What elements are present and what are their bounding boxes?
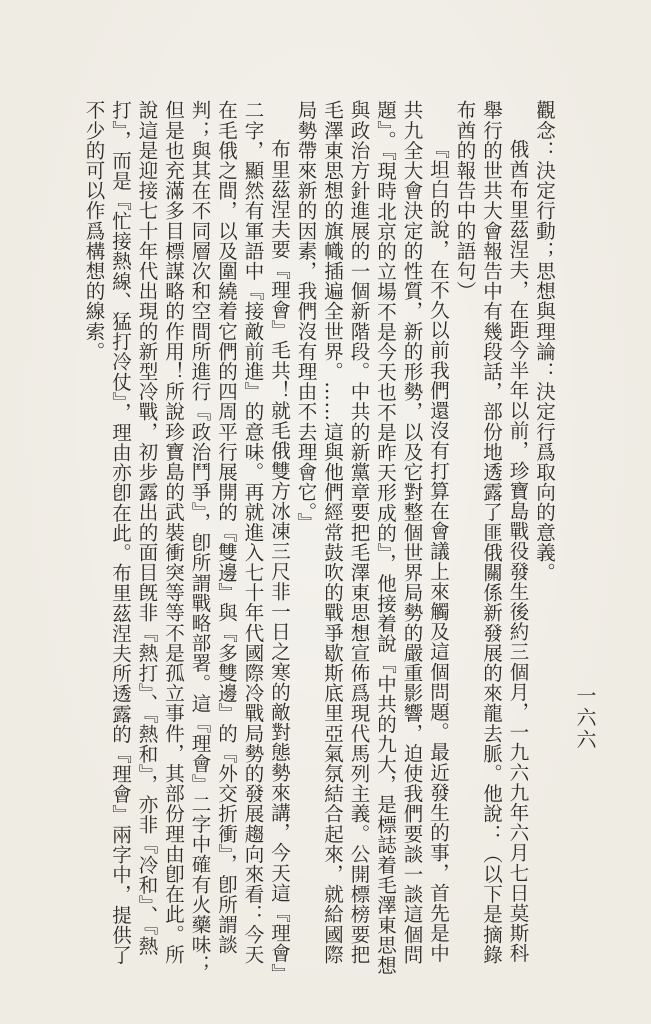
paragraph-3: 『坦白的說，在不久以前我們還沒有打算在會議上來觸及這個問題。最近發生的事，首先是中共九全大會決定的性質，新的形勢，以及它對整個世界局勢的嚴重影響，迫使我們要談一談這個問題』。『現時北京的立場不是今天也不是昨天形成的』，他接着說『中共的九大，是標誌着毛澤東思想與政治方針進展的一個新階段。中共的新黨章要把毛澤東思想宣佈爲現代馬列主義。公開標榜要把毛澤東思想的旗幟插遍全世界。……這與他們經常鼓吹的戰爭歇斯底里亞氣氛結合起來，就給國際局勢帶來新的因素，我們沒有理由不去理會它。』 [294,100,450,976]
paragraph-4: 布里茲涅夫要『理會』毛共！就毛俄雙方冰凍三尺非一日之寒的敵對態勢來講，今天這『理會』二字，顯然有軍語中『接敵前進』的意味。再就進入七十年代國際冷戰局勢的發展趨向來看：今天在毛俄之間，以及圍繞着它們的四周平行展開的『雙邊』與『多雙邊』的『外交折衝』，卽所謂談判；與其在不同層次和空間所進行『政治鬥爭』，卽所謂戰略部署。這『理會』二字中確有火藥味；但是也充滿多目標謀略的作用！所說珍寶島的武裝衝突等等不是孤立事件，其部份理由卽在此。所說這是迎接七十年代出現的新型冷戰，初步露出的面目旣非『熱打』、『熱和』，亦非『冷和』、『熱打』，而是『忙接熱線、猛打冷仗』，理由亦卽在此。布里茲涅夫所透露的『理會』兩字中，提供了不少的可以作爲構想的線索。 [82,100,291,975]
paragraph-2: 俄酋布里茲涅夫，在距今半年以前，珍寶島戰役發生後約三個月，一九六九年六月七日莫斯科舉行的世共大會報告中有幾段話，部份地透露了匪俄關係新發展的來龍去脈。他說：（以下是摘錄布酋的報告中的語句） [453,100,530,965]
body-text [57,100,557,980]
page-number: 一六六 [573,685,597,751]
paragraph-1: 觀念：決定行動；思想與理論：決定行爲取向的意義。 [533,100,556,583]
